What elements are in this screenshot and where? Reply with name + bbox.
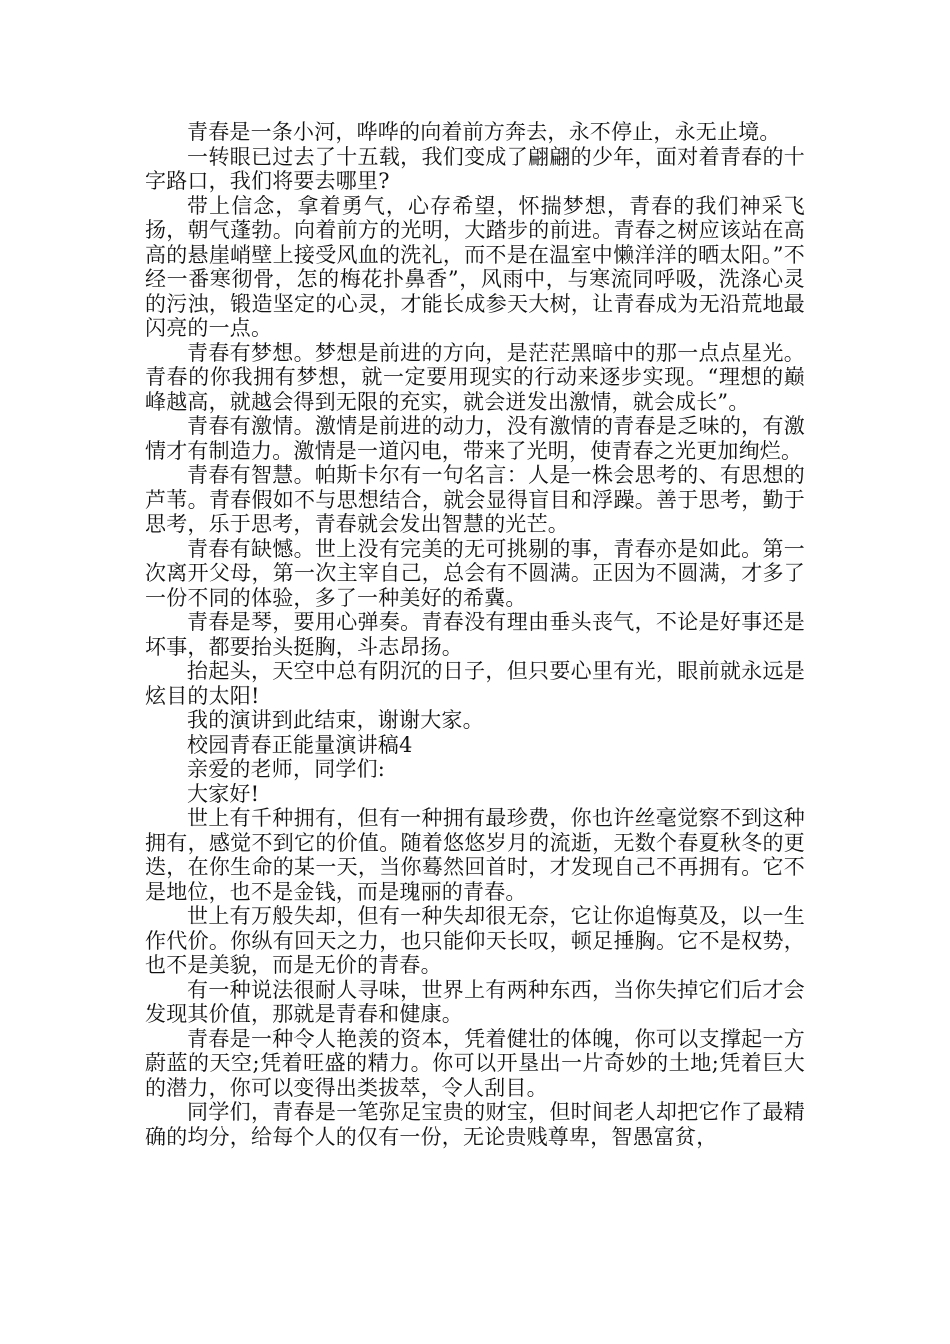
paragraph-3: 带上信念，拿着勇气，心存希望，怀揣梦想，青春的我们神采飞扬，朝气蓬勃。向着前方的光明，大踏步的前进。青春之树应该站在高高的悬崖峭壁上接受风血的洗礼，而不是在温室中懒洋洋的晒太阳。”不经一番寒彻骨，怎的梅花扑鼻香”，风雨中，与寒流同呼吸，洗涤心灵的污浊，锻造坚定的心灵，才能长成参天大树，让青春成为无沿荒地最闪亮的一点。 — [145, 193, 805, 340]
section-heading: 校园青春正能量演讲稿4 — [187, 732, 413, 757]
closing-line: 我的演讲到此结束，谢谢大家。 — [187, 708, 484, 732]
paragraph-16: 有一种说法很耐人寻味，世界上有两种东西，当你失掉它们后才会发现其价值，那就是青春和健康。 — [145, 977, 805, 1026]
paragraph-15: 世上有万般失却，但有一种失却很无奈，它让你追悔莫及，以一生作代价。你纵有回天之力，也只能仰天长叹，顿足捶胸。它不是权势，也不是美貌，而是无价的青春。 — [145, 904, 805, 977]
paragraph-18: 同学们，青春是一笔弥足宝贵的财宝，但时间老人却把它作了最精确的均分，给每个人的仅有一份，无论贵贱尊卑，智愚富贫， — [145, 1100, 805, 1149]
paragraph-5: 青春有激情。激情是前进的动力，没有激情的青春是乏味的，有激情才有制造力。激情是一道闪电，带来了光明，使青春之光更加绚烂。 — [145, 414, 805, 463]
paragraph-4: 青春有梦想。梦想是前进的方向，是茫茫黑暗中的那一点点星光。青春的你我拥有梦想，就一定要用现实的行动来逐步实现。“理想的巅峰越高，就越会得到无限的充实，就会迸发出激情，就会成长”。 — [145, 340, 805, 414]
document-body — [145, 120, 805, 1149]
paragraph-6: 青春有智慧。帕斯卡尔有一句名言：人是一株会思考的、有思想的芦苇。青春假如不与思想结合，就会显得盲目和浮躁。善于思考，勤于思考，乐于思考，青春就会发出智慧的光芒。 — [145, 463, 805, 536]
paragraph-8: 青春是琴，要用心弹奏。青春没有理由垂头丧气，不论是好事还是坏事，都要抬头挺胸，斗志昂扬。 — [145, 610, 805, 659]
salutation: 亲爱的老师，同学们: — [187, 757, 386, 781]
paragraph-17: 青春是一种令人艳羡的资本，凭着健壮的体魄，你可以支撑起一方蔚蓝的天空;凭着旺盛的精力。你可以开垦出一片奇妙的土地;凭着巨大的潜力，你可以变得出类拔萃，令人刮目。 — [145, 1026, 805, 1100]
paragraph-7: 青春有缺憾。世上没有完美的无可挑剔的事，青春亦是如此。第一次离开父母，第一次主宰自己，总会有不圆满。正因为不圆满，才多了一份不同的体验，多了一种美好的希冀。 — [145, 536, 805, 610]
paragraph-1: 青春是一条小河，哗哗的向着前方奔去，永不停止，永无止境。 — [187, 120, 781, 144]
paragraph-2: 一转眼已过去了十五载，我们变成了翩翩的少年，面对着青春的十字路口，我们将要去哪里? — [145, 144, 805, 193]
paragraph-14: 世上有千种拥有，但有一种拥有最珍费，你也许丝毫觉察不到这种拥有，感觉不到它的价值。随着悠悠岁月的流逝，无数个春夏秋冬的更迭，在你生命的某一天，当你蓦然回首时，才发现自己不再拥有。它不是地位，也不是金钱，而是瑰丽的青春。 — [145, 806, 805, 904]
greeting: 大家好! — [187, 781, 260, 806]
paragraph-9: 抬起头，天空中总有阴沉的日子，但只要心里有光，眼前就永远是炫目的太阳! — [145, 659, 805, 708]
